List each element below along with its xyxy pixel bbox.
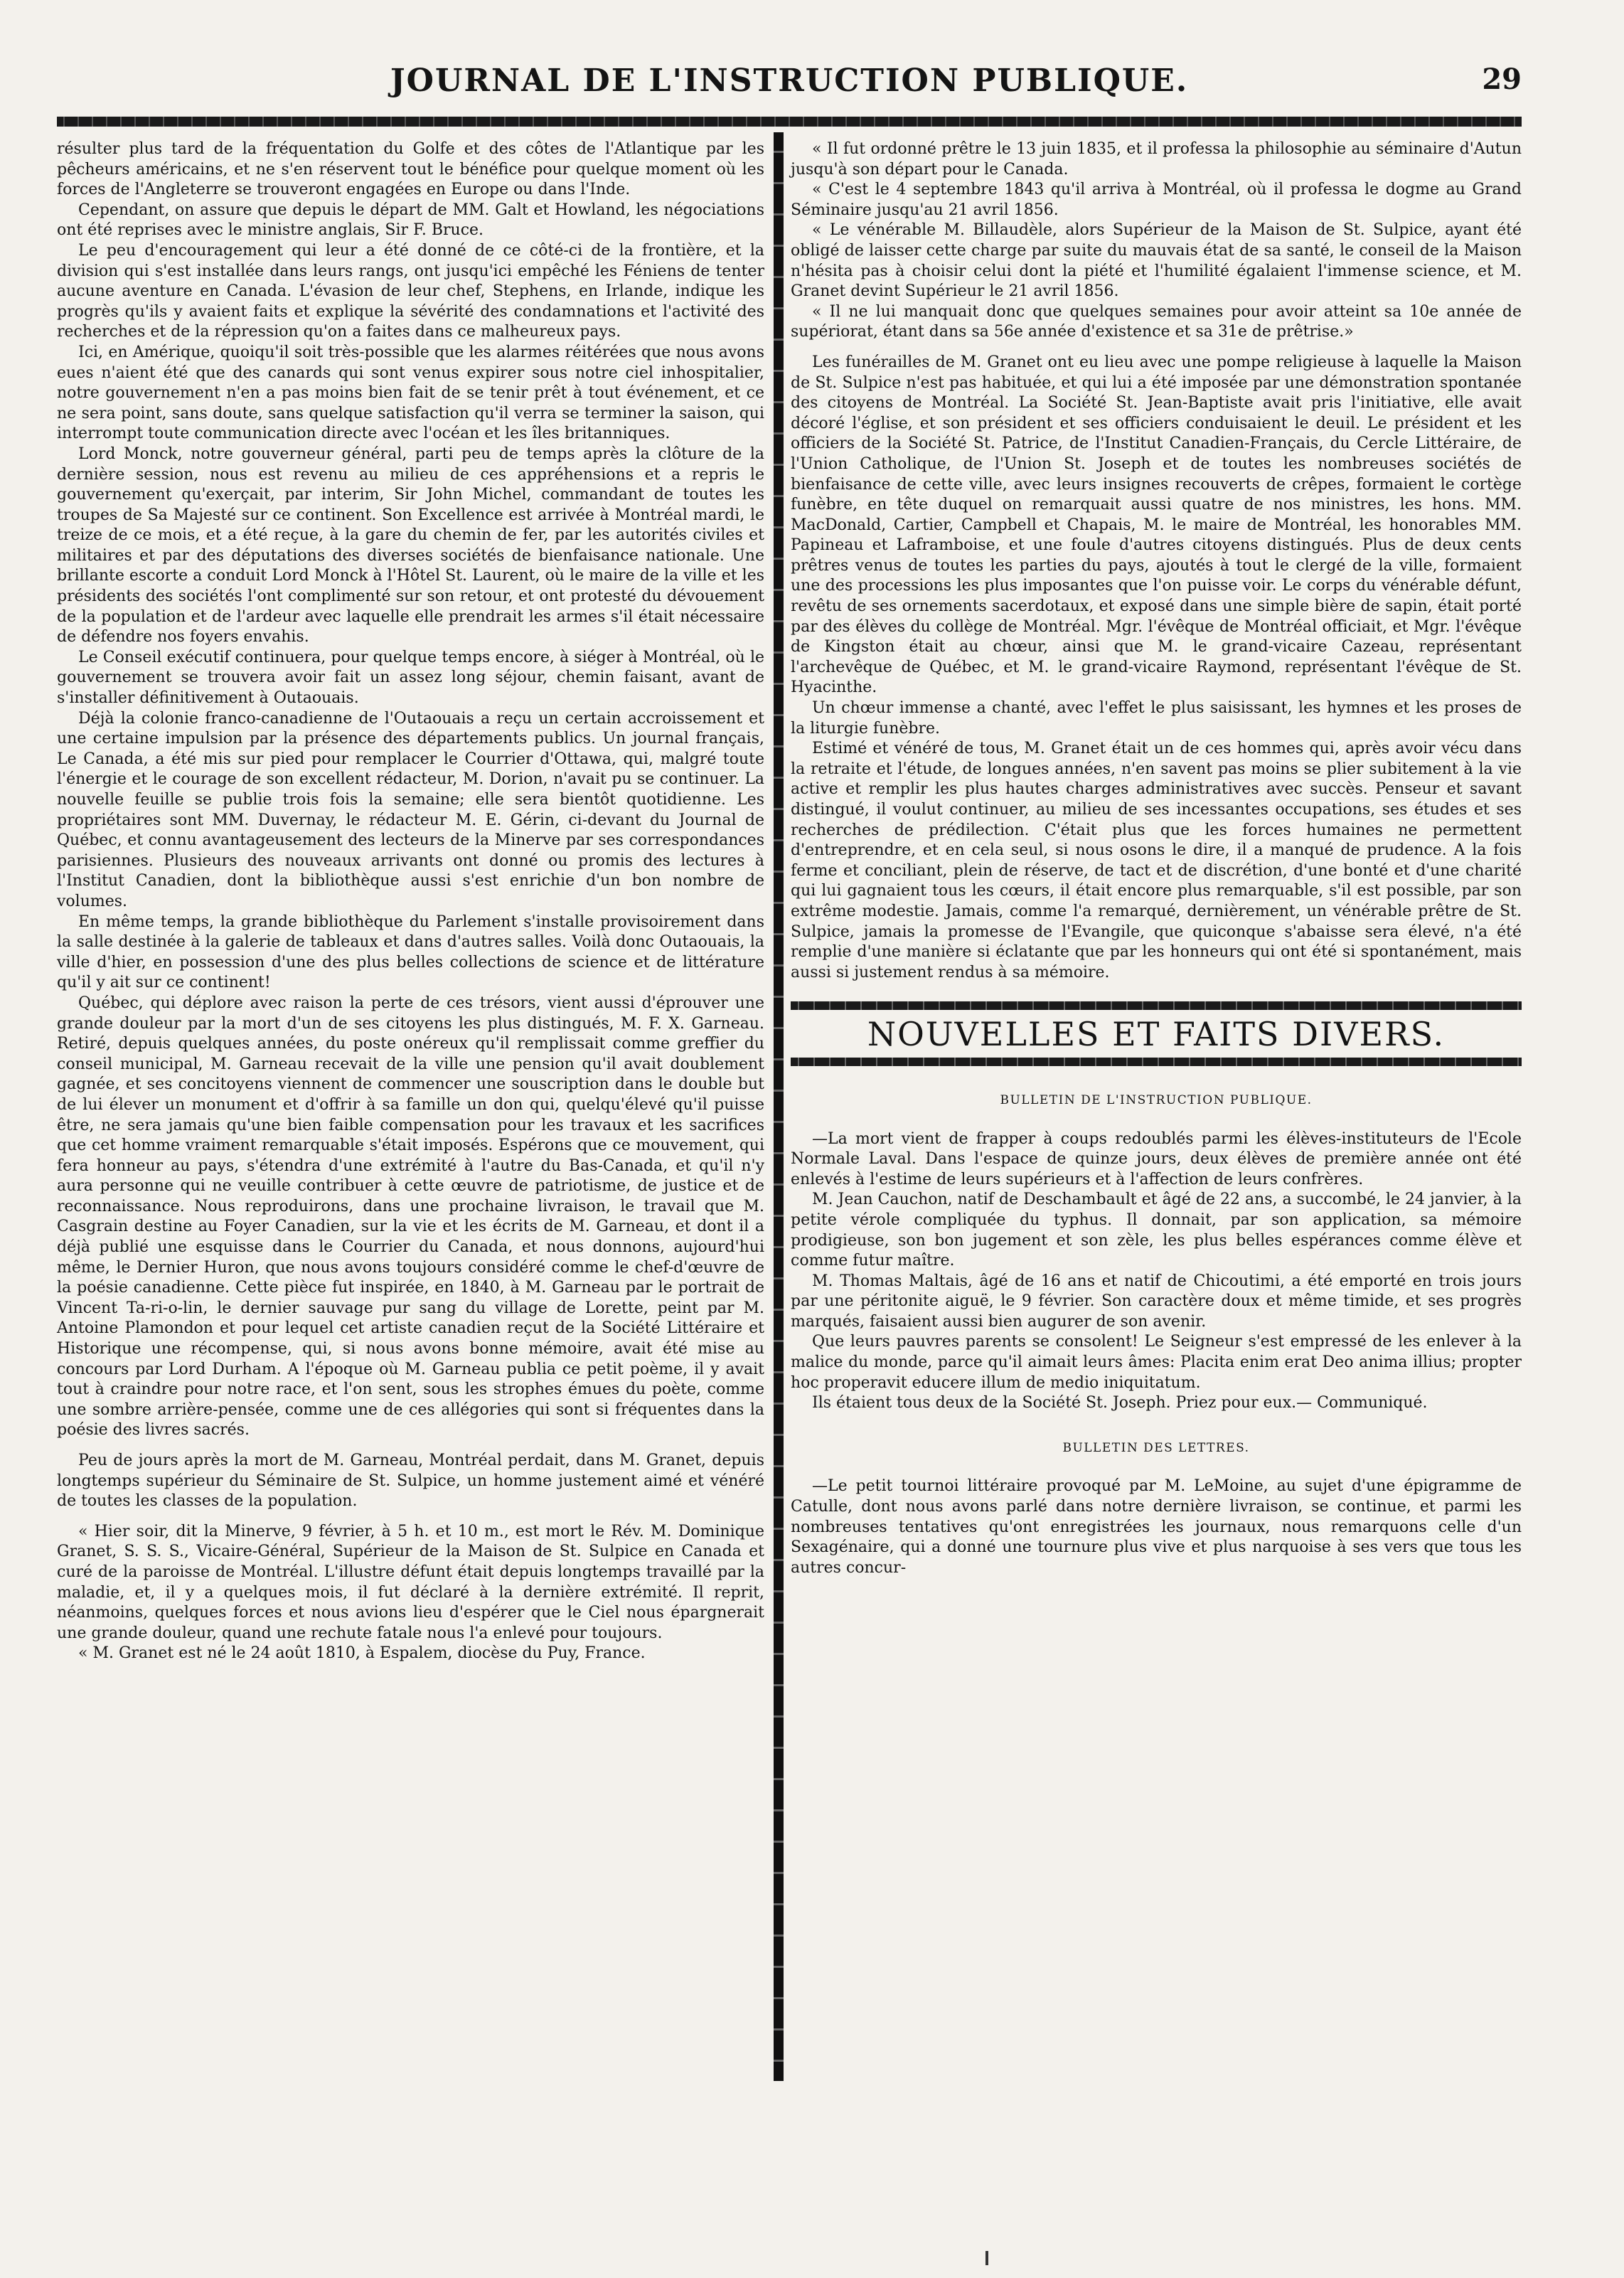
paragraph: —Le petit tournoi littéraire provoqué par M. LeMoine, au sujet d'une épigramme de Catulle, dont nous avons parlé dans notre dernière livraison, se continue, et parmi les nombreuses tentatives qu'ont enregistrées les journaux, nous remarquons celle d'un Sexagénaire, qui a donné une tournure plus vive et plus narquoise à ses vers que tous les autres concur-: [791, 1477, 1522, 1577]
column-divider: [774, 132, 784, 2081]
journal-title: JOURNAL DE L'INSTRUCTION PUBLIQUE.: [390, 63, 1189, 99]
paragraph: Que leurs pauvres parents se consolent! Le Seigneur s'est empressé de les enlever à la malice du monde, parce qu'il aimait leurs âmes: Placita enim erat Deo anima illius; propter hoc properavit educere illum de medio iniquitatum.: [791, 1333, 1522, 1392]
paragraph: —La mort vient de frapper à coups redoublés parmi les élèves-instituteurs de l'Ecole Normale Laval. Dans l'espace de quinze jours, deux élèves de première année ont été enlevés à l'estime de leurs supérieurs et à l'affection de leurs confrères.: [791, 1129, 1522, 1188]
quote-paragraph: « Hier soir, dit la Minerve, 9 février, à 5 h. et 10 m., est mort le Rév. M. Dominique Granet, S. S. S., Vicaire-Général, Supérieur de la Maison de St. Sulpice en Canada et curé de la paroisse de Montréal. L'illustre défunt était depuis longtemps travaillé par la maladie, et, il y a quelques mois, il fut déclaré à la dernière extrémité. Il reprit, néanmoins, quelques forces et nous avions lieu d'espérer que le Ciel nous épargnerait une grande douleur, quand une rechute fatale nous l'a enlevé pour toujours.: [57, 1522, 764, 1642]
page-number: 29: [1482, 63, 1522, 96]
section-rule-top: [791, 1001, 1522, 1010]
paragraph: Ils étaient tous deux de la Société St. Joseph. Priez pour eux.— Communiqué.: [812, 1394, 1428, 1412]
left-column: [57, 139, 764, 1664]
paragraph: résulter plus tard de la fréquentation du Golfe et des côtes de l'Atlantique par les pêcheurs américains, et ne s'en réservent tout le bénéfice pour quelque moment où les forces de l'Angleterre se trouveront engagées en Europe ou dans l'Inde.: [57, 140, 764, 199]
section-rule-bottom: [791, 1058, 1522, 1066]
paragraph: Cependant, on assure que depuis le départ de MM. Galt et Howland, les négociations ont été reprises avec le ministre anglais, Sir F. Bruce.: [57, 201, 764, 240]
paragraph: M. Jean Cauchon, natif de Deschambault et âgé de 22 ans, a succombé, le 24 janvier, à la petite vérole compliquée du typhus. Il donnait, par son application, sa mémoire prodigieuse, son bon jugement et son zèle, les plus belles espérances comme élève et comme futur maître.: [791, 1191, 1522, 1270]
paragraph: Québec, qui déplore avec raison la perte de ces trésors, vient aussi d'éprouver une grande douleur par la mort d'un de ses citoyens les plus distingués, M. F. X. Garneau. Retiré, depuis quelques années, du poste onéreux qu'il remplissait comme greffier du conseil municipal, M. Garneau recevait de la ville une pension qu'il avait doublement gagnée, et ses concitoyens viennent de commencer une souscription dans le double but de lui élever un monument et d'offrir à sa famille un don qui, quelqu'élevé qu'il puisse être, ne sera jamais qu'une bien faible compensation pour les travaux et les sacrifices que cet homme vraiment remarquable s'était imposés. Espérons que ce mouvement, qui fera honneur au pays, s'étendra d'une extrémité à l'autre du Bas-Canada, et qu'il n'y aura personne qui ne veuille contribuer à cette œuvre de patriotisme, de justice et de reconnaissance. Nous reproduirons, dans une prochaine livraison, le travail que M. Casgrain destine au Foyer Canadien, sur la vie et les écrits de M. Garneau, et dont il a déjà publié une esquisse dans le Courrier du Canada, et nous donnons, aujourd'hui même, le Dernier Huron, que nous avons toujours considéré comme le chef-d'œuvre de la poésie canadienne. Cette pièce fut inspirée, en 1840, à M. Garneau par le portrait de Vincent Ta-ri-o-lin, le dernier sauvage pur sang du village de Lorette, peint par M. Antoine Plamondon et pour lequel cet artiste canadien reçut de la Société Littéraire et Historique une récompense, qui, si nous avons bonne mémoire, avait été mise au concours par Lord Durham. A l'époque où M. Garneau publia ce petit poème, il y avait tout à craindre pour notre race, et l'on sent, sous les strophes émues du poète, comme une sombre arrière-pensée, comme une de ces allégories qui sont si fréquentes dans la poésie des livres sacrés.: [57, 994, 764, 1439]
quote-paragraph: « Il ne lui manquait donc que quelques semaines pour avoir atteint sa 10e année de supériorat, étant dans sa 56e année d'existence et sa 31e de prêtrise.»: [791, 302, 1522, 341]
paragraph: Le peu d'encouragement qui leur a été donné de ce côté-ci de la frontière, et la division qui s'est installée dans leurs rangs, ont jusqu'ici empêché les Féniens de tenter aucune aventure en Canada. L'évasion de leur chef, Stephens, en Irlande, indique les progrès qu'ils y avaient faits et explique la sévérité des condamnations et l'activité des recherches et de la répression qu'on a faites dans ce malheureux pays.: [57, 241, 764, 341]
quote-paragraph: « Le vénérable M. Billaudèle, alors Supérieur de la Maison de St. Sulpice, ayant été obligé de laisser cette charge par suite du mauvais état de sa santé, le conseil de la Maison n'hésita pas à choisir celui dont la piété et l'humilité égalaient l'immense science, et M. Granet devint Supérieur le 21 avril 1856.: [791, 221, 1522, 301]
paragraph: Peu de jours après la mort de M. Garneau, Montréal perdait, dans M. Granet, depuis longtemps supérieur du Séminaire de St. Sulpice, un homme justement aimé et vénéré de toutes les classes de la population.: [57, 1452, 764, 1511]
bulletin-instruction-heading: BULLETIN DE L'INSTRUCTION PUBLIQUE.: [1000, 1092, 1313, 1107]
paragraph: M. Thomas Maltais, âgé de 16 ans et natif de Chicoutimi, a été emporté en trois jours par une péritonite aiguë, le 9 février. Son caractère doux et même timide, et ses progrès marqués, faisaient aussi bien augurer de son avenir.: [791, 1272, 1522, 1331]
print-mark: [985, 2251, 988, 2265]
paragraph: Estimé et vénéré de tous, M. Granet était un de ces hommes qui, après avoir vécu dans la retraite et l'étude, de longues années, n'en savent pas moins se plier subitement à la vie active et remplir les plus hautes charges administratives avec succès. Penseur et savant distingué, il voulut continuer, au milieu de ses incessantes occupations, ses études et ses recherches de prédilection. C'était plus que les forces humaines ne permettent d'entreprendre, et en cela seul, si nous osons le dire, il a manqué de prudence. A la fois ferme et conciliant, plein de réserve, de tact et de discrétion, d'une bonté et d'une charité qui lui gagnaient tous les cœurs, il était encore plus remarquable, s'il est possible, par son extrême modestie. Jamais, comme l'a remarqué, dernièrement, un vénérable prêtre de St. Sulpice, jamais la promesse de l'Evangile, que quiconque s'abaisse sera élevé, n'a été remplie d'une manière si éclatante que par les honneurs qui ont été si spontanément, mais aussi si justement rendus à sa mémoire.: [791, 740, 1522, 981]
paragraph: Le Conseil exécutif continuera, pour quelque temps encore, à siéger à Montréal, où le gouvernement se trouvera avoir fait un assez long séjour, chemin faisant, avant de s'installer définitivement à Outaouais.: [57, 648, 764, 708]
paragraph: Les funérailles de M. Granet ont eu lieu avec une pompe religieuse à laquelle la Maison de St. Sulpice n'est pas habituée, et qui lui a été imposée par une démonstration spontanée des citoyens de Montréal. La Société St. Jean-Baptiste avait pris l'initiative, elle avait décoré l'église, et son président et ses officiers conduisaient le deuil. Le président et les officiers de la Société St. Patrice, de l'Institut Canadien-Français, du Cercle Littéraire, de l'Union Catholique, de l'Union St. Joseph et de toutes les nombreuses sociétés de bienfaisance de cette ville, avec leurs insignes recouverts de crêpes, formaient le cortège funèbre, en tête duquel on remarquait aussi quatre de nos ministres, les hons. MM. MacDonald, Cartier, Campbell et Chapais, M. le maire de Montréal, les honorables MM. Papineau et Laframboise, et une foule d'autres citoyens distingués. Plus de deux cents prêtres venus de toutes les parties du pays, ajoutés à tout le clergé de la ville, formaient une des processions les plus imposantes que l'on puisse voir. Le corps du vénérable défunt, revêtu de ses ornements sacerdotaux, et exposé dans une simple bière de sapin, était porté par des élèves du collège de Montréal. Mgr. l'évêque de Montréal officiait, et Mgr. l'évêque de Kingston était au chœur, ainsi que M. le grand-vicaire Cazeau, représentant l'archevêque de Québec, et M. le grand-vicaire Raymond, représentant l'évêque de St. Hyacinthe.: [791, 353, 1522, 697]
paragraph: En même temps, la grande bibliothèque du Parlement s'installe provisoirement dans la salle destinée à la galerie de tableaux et dans d'autres salles. Voilà donc Outaouais, la ville d'hier, en possession d'une des plus belles collections de science et de littérature qu'il y ait sur ce continent!: [57, 912, 764, 992]
paragraph: Ici, en Amérique, quoiqu'il soit très-possible que les alarmes réitérées que nous avons eues n'aient été que des canards qui sont venus expirer sous notre ciel inhospitalier, notre gouvernement n'en a pas moins bien fait de se tenir prêt à tout événement, et ce ne sera point, sans doute, sans quelque satisfaction qu'il verra se terminer la saison, qui interrompt toute communication directe avec l'océan et les îles britanniques.: [57, 343, 764, 443]
right-column: [791, 139, 1522, 1578]
quote-paragraph: « C'est le 4 septembre 1843 qu'il arriva à Montréal, où il professa le dogme au Grand Séminaire jusqu'au 21 avril 1856.: [791, 181, 1522, 219]
paragraph: Déjà la colonie franco-canadienne de l'Outaouais a reçu un certain accroissement et une certaine impulsion par la présence des départements publics. Un journal français, Le Canada, a été mis sur pied pour remplacer le Courrier d'Ottawa, qui, malgré toute l'énergie et le courage de son excellent rédacteur, M. Dorion, n'avait pu se continuer. La nouvelle feuille se publie trois fois la semaine; elle sera bientôt quotidienne. Les propriétaires sont MM. Duvernay, le rédacteur M. E. Gérin, ci-devant du Journal de Québec, et connu avantageusement des lecteurs de la Minerve par ses correspondances parisiennes. Plusieurs des nouveaux arrivants ont donné ou promis des lectures à l'Institut Canadien, dont la bibliothèque aussi s'est enrichie d'un bon nombre de volumes.: [57, 709, 764, 910]
quote-paragraph: « M. Granet est né le 24 août 1810, à Espalem, diocèse du Puy, France.: [78, 1644, 646, 1663]
paragraph: Un chœur immense a chanté, avec l'effet le plus saisissant, les hymnes et les proses de la liturgie funèbre.: [791, 699, 1522, 738]
section-title: NOUVELLES ET FAITS DIVERS.: [867, 1015, 1446, 1054]
quote-paragraph: « Il fut ordonné prêtre le 13 juin 1835, et il professa la philosophie au séminaire d'Autun jusqu'à son départ pour le Canada.: [791, 140, 1522, 179]
bulletin-lettres-heading: BULLETIN DES LETTRES.: [1062, 1440, 1250, 1455]
page-header: [57, 63, 1522, 105]
header-rule: [57, 117, 1522, 127]
paragraph: Lord Monck, notre gouverneur général, parti peu de temps après la clôture de la dernière session, nous est revenu au milieu de ces appréhensions et a repris le gouvernement qu'exerçait, par interim, Sir John Michel, commandant de toutes les troupes de Sa Majesté sur ce continent. Son Excellence est arrivée à Montréal mardi, le treize de ce mois, et a été reçue, à la gare du chemin de fer, par les autorités civiles et militaires et par des députations des diverses sociétés de bienfaisance nationale. Une brillante escorte a conduit Lord Monck à l'Hôtel St. Laurent, où le maire de la ville et les présidents des sociétés l'ont complimenté sur son retour, et ont protesté du dévouement de la population et de l'ardeur avec laquelle elle prendrait les armes s'il était nécessaire de défendre nos foyers envahis.: [57, 445, 764, 646]
